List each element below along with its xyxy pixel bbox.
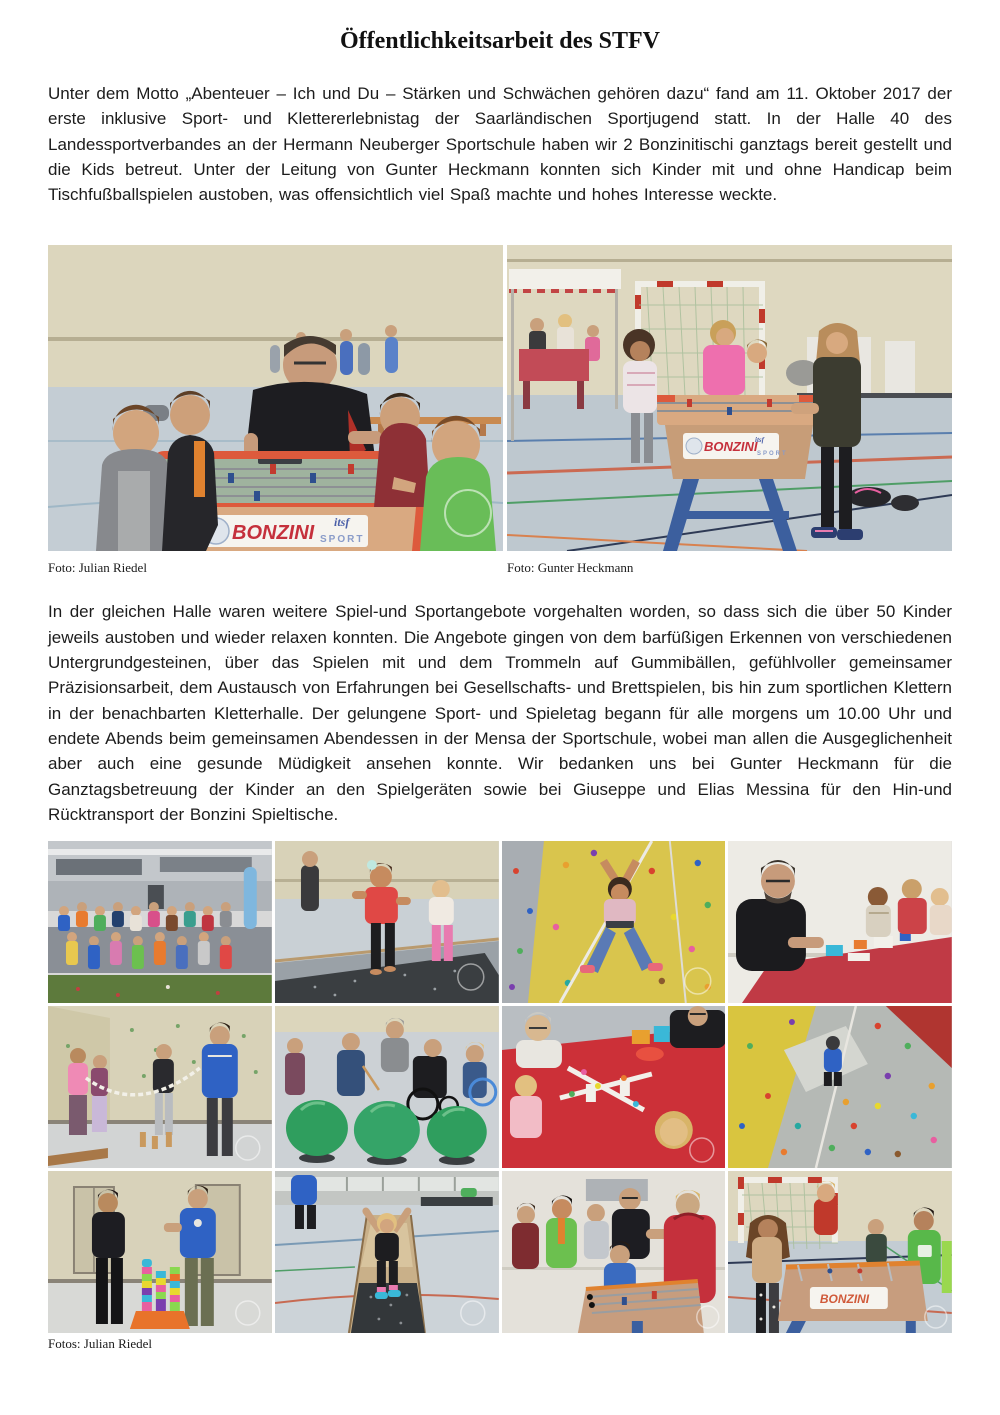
- collage-photo-chain-game-illustration: [48, 1006, 272, 1168]
- caption-right-photo: Foto: Gunter Heckmann: [507, 560, 634, 576]
- photo-foosball-boys-illustration: [48, 245, 503, 551]
- collage-photo-climbing-hall: [728, 1006, 952, 1168]
- svg-text:BONZINI: BONZINI: [232, 522, 315, 545]
- collage-photo-foosball-kids: [502, 1171, 726, 1333]
- collage-photo-foosball-goal: [728, 1171, 952, 1333]
- collage-photo-barefoot-path: [275, 841, 499, 1003]
- caption-collage: Fotos: Julian Riedel: [48, 1336, 152, 1352]
- collage-photo-game-table-illustration: [728, 841, 952, 1003]
- paragraph-details: In der gleichen Halle waren weitere Spiel-und Sportangebote vorgehalten worden, so dass sich die über 50 Kinder jeweils austoben und wieder relaxen konnten. Die Angebote gingen von dem barfüßigen Erkennen von verschiedenen Untergrundgesteinen, über das Spielen mit und dem Trommeln auf Gummibällen, gefühlvoller gemeinsamer Präzisionsarbeit, dem Austausch von Erfahrungen bei Gesellschafts- und Brettspielen, bis hin zum sportlichen Klettern in der benachbarten Kletterhalle. Der gelungene Sport- und Spieletag begann für alle morgens um 10.00 Uhr und endete Abends beim gemeinsamen Abendessen in der Mensa der Sportschule, wobei man allen die Ausgeglichenheit aber auch eine gesunde Müdigkeit ansehen konnte. Wir bedanken uns bei Gunter Heckmann für die Ganztagsbetreuung der Kinder an den Spielgeräten sowie bei Giuseppe und Elias Messina für den Hin-und Rücktransport der Bonzini Spieltische.: [48, 602, 952, 824]
- paragraph-intro: Unter dem Motto „Abenteuer – Ich und Du – Stärken und Schwächen gehören dazu“ fand am 11. Oktober 2017 der erste inklusive Sport- und Klettererlebnistag der Saarländischen Sportjugend statt. In der Halle 40 des Landessportverbandes an der Hermann Neuberger Sportschule haben wir 2 Bonzinitischi ganztags bereit gestellt und die Kids betreut. Unter der Leitung von Gunter Heckmann konnten sich Kinder mit und ohne Handicap beim Tischfußballspielen austoben, was offensichtlich viel Spaß machte und hohes Interesse weckte.: [48, 84, 952, 205]
- collage-photo-group: [48, 841, 272, 1003]
- collage-photo-barefoot-path-illustration: [275, 841, 499, 1003]
- collage-photo-climbing-girl-illustration: [502, 841, 726, 1003]
- photo-foosball-girls-illustration: [507, 245, 952, 551]
- photo-collage: [48, 841, 952, 1333]
- collage-photo-game-table: [728, 841, 952, 1003]
- collage-photo-ring-stacking-illustration: [48, 1171, 272, 1333]
- top-photo-captions: [48, 560, 952, 575]
- collage-photo-jumping-girl-illustration: [275, 1171, 499, 1333]
- collage-photo-gym-balls-illustration: [275, 1006, 499, 1168]
- collage-photo-ring-stacking: [48, 1171, 272, 1333]
- collage-photo-marble-run-illustration: [502, 1006, 726, 1168]
- top-photo-row: [48, 245, 952, 551]
- collage-photo-climbing-hall-illustration: [728, 1006, 952, 1168]
- collage-photo-foosball-goal-illustration: [728, 1171, 952, 1333]
- svg-text:SPORT: SPORT: [320, 534, 365, 546]
- svg-text:BONZINI: BONZINI: [704, 439, 758, 455]
- photo-foosball-girls: [507, 245, 952, 551]
- collage-photo-group-illustration: [48, 841, 272, 1003]
- svg-text:BONZINI: BONZINI: [820, 1292, 870, 1307]
- collage-photo-foosball-kids-illustration: [502, 1171, 726, 1333]
- collage-photo-climbing-girl: [502, 841, 726, 1003]
- page-title: Öffentlichkeitsarbeit des STFV: [340, 28, 660, 54]
- collage-photo-gym-balls: [275, 1006, 499, 1168]
- caption-left-photo: Foto: Julian Riedel: [48, 560, 147, 576]
- svg-text:itsf: itsf: [755, 436, 764, 445]
- collage-photo-jumping-girl: [275, 1171, 499, 1333]
- collage-photo-chain-game: [48, 1006, 272, 1168]
- svg-text:itsf: itsf: [334, 515, 350, 530]
- collage-photo-marble-run: [502, 1006, 726, 1168]
- photo-foosball-boys: [48, 245, 503, 551]
- svg-text:SPORT: SPORT: [757, 451, 788, 458]
